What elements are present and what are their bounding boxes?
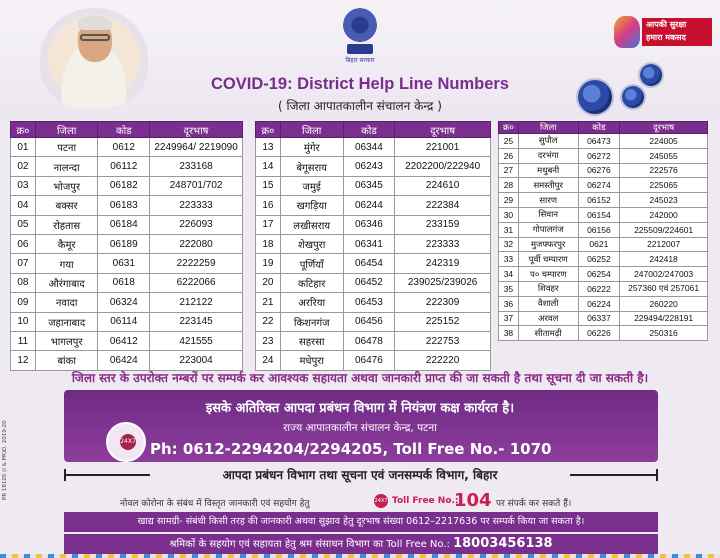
virus-icon [622, 86, 644, 108]
cell-district: पूर्णियाँ [280, 254, 343, 273]
control-room-heading: इसके अतिरिक्त आपदा प्रबंधन विभाग में नियंत्रण कक्ष कार्यरत है। [205, 401, 515, 416]
page-title: COVID-19: District Help Line Numbers [211, 75, 509, 93]
cell-phone: 242000 [620, 207, 708, 222]
cell-district: सुपौल [518, 134, 578, 149]
cell-district: मधुबनी [518, 163, 578, 178]
logo-line-2: हमारा मकसद [646, 33, 686, 42]
cell-district: कैमूर [35, 234, 98, 253]
portrait-hair [78, 16, 112, 30]
cell-sno: 07 [11, 254, 36, 273]
cell-sno: 03 [11, 176, 36, 195]
cell-code: 06152 [578, 193, 620, 208]
cell-district: जमुई [280, 176, 343, 195]
cell-phone: 245023 [620, 193, 708, 208]
table-row [256, 331, 491, 350]
cell-district: पूर्वी चम्पारण [518, 252, 578, 267]
cell-district: सहरसा [280, 331, 343, 350]
bihar-emblem-icon [336, 8, 384, 66]
table-row [256, 196, 491, 215]
table-row [11, 351, 243, 370]
cell-district: दरभंगा [518, 148, 578, 163]
cell-code: 06274 [578, 178, 620, 193]
cell-sno: 36 [499, 296, 519, 311]
cell-code: 06156 [578, 222, 620, 237]
portrait-glasses [80, 34, 110, 41]
cell-code: 06341 [343, 234, 395, 253]
cell-sno: 16 [256, 196, 281, 215]
table-row [499, 222, 708, 237]
cell-phone: 223004 [150, 351, 243, 370]
cell-district: प० चम्पारण [518, 267, 578, 282]
cell-sno: 09 [11, 293, 36, 312]
cell-district: मुंगेर [280, 138, 343, 157]
cell-phone: 233159 [395, 215, 491, 234]
col-header-district: जिला [518, 122, 578, 134]
cell-district: खगड़िया [280, 196, 343, 215]
logo-line-1: आपकी सुरक्षा [646, 20, 687, 29]
table-row [11, 293, 243, 312]
cell-phone: 223145 [150, 312, 243, 331]
cell-district: अररिया [280, 293, 343, 312]
cell-code: 06344 [343, 138, 395, 157]
cell-phone: 226093 [150, 215, 243, 234]
table-row [499, 163, 708, 178]
table-row [11, 234, 243, 253]
table-row [499, 178, 708, 193]
cell-phone: 225152 [395, 312, 491, 331]
cell-district: पटना [35, 138, 98, 157]
portrait-image [40, 8, 148, 108]
col-header-sno: क्र० [499, 122, 519, 134]
cell-district: भागलपुर [35, 331, 98, 350]
cell-sno: 17 [256, 215, 281, 234]
table-row [256, 273, 491, 292]
cell-district: बेगूसराय [280, 157, 343, 176]
cell-sno: 12 [11, 351, 36, 370]
cell-code: 06476 [343, 351, 395, 370]
table-row [256, 157, 491, 176]
cell-district: शिवहर [518, 281, 578, 296]
cell-phone: 242418 [620, 252, 708, 267]
district-table-3 [498, 121, 708, 341]
cell-code: 06272 [578, 148, 620, 163]
table-row [499, 237, 708, 252]
emblem-base [347, 44, 373, 54]
labour-number: 18003456138 [453, 536, 553, 551]
labour-text: श्रमिकों के सहयोग एवं सहायता हेतु श्रम संसाधन विभाग का Toll Free No.: [169, 539, 454, 550]
cell-phone: 229494/228191 [620, 311, 708, 326]
cell-code: 06254 [578, 267, 620, 282]
cell-code: 0631 [98, 254, 150, 273]
cell-sno: 32 [499, 237, 519, 252]
cell-code: 06478 [343, 331, 395, 350]
hand-icon [614, 16, 640, 48]
cell-phone: 247002/247003 [620, 267, 708, 282]
cell-district: समस्तीपुर [518, 178, 578, 193]
cell-district: अरवल [518, 311, 578, 326]
col-header-code: कोड [343, 122, 395, 138]
cell-code: 06337 [578, 311, 620, 326]
table-row [256, 234, 491, 253]
toll-free-number: 104 [454, 490, 492, 511]
cell-code: 06252 [578, 252, 620, 267]
table-header-row [499, 122, 708, 134]
cell-district: बक्सर [35, 196, 98, 215]
cell-code: 06243 [343, 157, 395, 176]
cell-phone: 2222259 [150, 254, 243, 273]
cell-phone: 224610 [395, 176, 491, 195]
table-row [499, 252, 708, 267]
cell-phone: 222384 [395, 196, 491, 215]
bottom-dots-border [0, 554, 720, 558]
cell-sno: 01 [11, 138, 36, 157]
cell-district: सीतामढ़ी [518, 326, 578, 341]
cell-sno: 29 [499, 193, 519, 208]
table-row [11, 138, 243, 157]
labour-helpline-strip [64, 534, 658, 554]
cell-phone: 2212007 [620, 237, 708, 252]
col-header-phone: दूरभाष [395, 122, 491, 138]
control-room-center: राज्य आपातकालीन संचालन केन्द्र, पटना [283, 422, 437, 434]
cell-code: 06453 [343, 293, 395, 312]
cell-sno: 08 [11, 273, 36, 292]
cell-sno: 23 [256, 331, 281, 350]
cell-phone: 245055 [620, 148, 708, 163]
table-row [499, 267, 708, 282]
cell-district: कटिहार [280, 273, 343, 292]
cell-sno: 38 [499, 326, 519, 341]
table-row [499, 296, 708, 311]
table-row [256, 293, 491, 312]
cell-sno: 37 [499, 311, 519, 326]
table-row [256, 312, 491, 331]
cell-district: शेखपुरा [280, 234, 343, 253]
cell-phone: 233168 [150, 157, 243, 176]
cell-code: 0612 [98, 138, 150, 157]
cell-phone: 222576 [620, 163, 708, 178]
table-row [11, 196, 243, 215]
cell-district: गया [35, 254, 98, 273]
table-row [499, 148, 708, 163]
cell-sno: 25 [499, 134, 519, 149]
cell-district: जहानाबाद [35, 312, 98, 331]
cell-code: 06345 [343, 176, 395, 195]
cell-phone: 239025/239026 [395, 273, 491, 292]
cell-phone: 222753 [395, 331, 491, 350]
cell-code: 06324 [98, 293, 150, 312]
cell-code: 06189 [98, 234, 150, 253]
emblem-caption: बिहार सरकार [345, 57, 375, 64]
cell-code: 06183 [98, 196, 150, 215]
cell-district: बांका [35, 351, 98, 370]
cell-phone: 221001 [395, 138, 491, 157]
cell-phone: 250316 [620, 326, 708, 341]
cell-phone: 222220 [395, 351, 491, 370]
cell-district: नवादा [35, 293, 98, 312]
cell-sno: 14 [256, 157, 281, 176]
cell-phone: 2202200/222940 [395, 157, 491, 176]
table-row [256, 138, 491, 157]
table-row [11, 273, 243, 292]
virus-icon [578, 80, 612, 114]
cell-district: लखीसराय [280, 215, 343, 234]
table-header-row [11, 122, 243, 138]
cell-sno: 22 [256, 312, 281, 331]
cell-code: 06222 [578, 281, 620, 296]
safety-logo-text [642, 18, 712, 46]
cell-code: 06346 [343, 215, 395, 234]
cell-phone: 242319 [395, 254, 491, 273]
cell-code: 06276 [578, 163, 620, 178]
cell-code: 06224 [578, 296, 620, 311]
cell-phone: 2249964/ 2219090 [150, 138, 243, 157]
cell-sno: 11 [11, 331, 36, 350]
cell-sno: 19 [256, 254, 281, 273]
cell-sno: 28 [499, 178, 519, 193]
cell-phone: 225509/224601 [620, 222, 708, 237]
cell-code: 06456 [343, 312, 395, 331]
table-row [256, 254, 491, 273]
col-header-sno: क्र० [11, 122, 36, 138]
cell-code: 0621 [578, 237, 620, 252]
cell-district: सारण [518, 193, 578, 208]
cell-phone: 225065 [620, 178, 708, 193]
cell-code: 06112 [98, 157, 150, 176]
col-header-phone: दूरभाष [150, 122, 243, 138]
cell-sno: 35 [499, 281, 519, 296]
cell-phone: 6222066 [150, 273, 243, 292]
table-row [11, 312, 243, 331]
table-row [11, 331, 243, 350]
24x7-badge: 24X7 [120, 434, 136, 450]
district-table-2 [255, 121, 491, 371]
cell-code: 0618 [98, 273, 150, 292]
cell-sno: 10 [11, 312, 36, 331]
cell-sno: 15 [256, 176, 281, 195]
table-row [11, 254, 243, 273]
cell-sno: 21 [256, 293, 281, 312]
cell-sno: 04 [11, 196, 36, 215]
cell-code: 06184 [98, 215, 150, 234]
bodhi-tree-icon [343, 8, 377, 42]
table-row [499, 281, 708, 296]
toll-free-label: Toll Free No.: [392, 496, 459, 506]
col-header-phone: दूरभाष [620, 122, 708, 134]
cell-district: औरंगाबाद [35, 273, 98, 292]
cell-sno: 31 [499, 222, 519, 237]
col-header-district: जिला [35, 122, 98, 138]
table-row [11, 176, 243, 195]
cell-sno: 13 [256, 138, 281, 157]
24x7-icon: 24X7 [374, 494, 388, 508]
cell-district: किशनगंज [280, 312, 343, 331]
food-helpline-strip: खाद्य सामग्री- संबंधी किसी तरह की जानकारी अथवा सुझाव हेतु दूरभाष संख्या 0612–2217636 पर सम्पर्क किया जा सकता है। [64, 512, 658, 532]
cell-code: 06454 [343, 254, 395, 273]
cell-district: मुजफ्फरपुर [518, 237, 578, 252]
cell-district: वैशाली [518, 296, 578, 311]
cell-sno: 30 [499, 207, 519, 222]
cell-phone: 257360 एवं 257061 [620, 281, 708, 296]
cell-sno: 33 [499, 252, 519, 267]
table-row [499, 134, 708, 149]
divider-right [570, 474, 658, 476]
district-table-1 [10, 121, 243, 371]
cell-district: गोपालगंज [518, 222, 578, 237]
table-row [256, 215, 491, 234]
table-row [499, 193, 708, 208]
table-header-row [256, 122, 491, 138]
cell-district: सिवान [518, 207, 578, 222]
contact-note: जिला स्तर के उपरोक्त नम्बरों पर सम्पर्क कर आवश्यक सहायता अथवा जानकारी प्राप्त की जा सकती है तथा सूचना दी जा सकती है। [71, 371, 649, 385]
col-header-district: जिला [280, 122, 343, 138]
cell-sno: 26 [499, 148, 519, 163]
table-row [11, 215, 243, 234]
col-header-code: कोड [98, 122, 150, 138]
cell-code: 06452 [343, 273, 395, 292]
safety-logo [614, 16, 714, 48]
cell-phone: 212122 [150, 293, 243, 312]
cell-sno: 18 [256, 234, 281, 253]
table-row [499, 311, 708, 326]
cell-district: भोजपुर [35, 176, 98, 195]
cell-sno: 05 [11, 215, 36, 234]
divider-left [64, 474, 150, 476]
department-name: आपदा प्रबंधन विभाग तथा सूचना एवं जनसम्पर्क विभाग, बिहार [222, 468, 498, 482]
cell-code: 06244 [343, 196, 395, 215]
cell-sno: 34 [499, 267, 519, 282]
cell-district: नालन्दा [35, 157, 98, 176]
cell-sno: 24 [256, 351, 281, 370]
cell-phone: 222309 [395, 293, 491, 312]
col-header-sno: क्र० [256, 122, 281, 138]
cell-code: 06424 [98, 351, 150, 370]
cell-phone: 223333 [150, 196, 243, 215]
virus-icon [640, 64, 662, 86]
cell-sno: 27 [499, 163, 519, 178]
cell-code: 06473 [578, 134, 620, 149]
cell-code: 06154 [578, 207, 620, 222]
phone-icon [106, 422, 146, 462]
table-row [499, 326, 708, 341]
table-row [499, 207, 708, 222]
cell-sno: 20 [256, 273, 281, 292]
cell-sno: 06 [11, 234, 36, 253]
cell-phone: 224005 [620, 134, 708, 149]
cell-phone: 260220 [620, 296, 708, 311]
cell-code: 06412 [98, 331, 150, 350]
cell-sno: 02 [11, 157, 36, 176]
cell-phone: 421555 [150, 331, 243, 350]
novel-corona-line [120, 490, 620, 510]
cell-district: रोहतास [35, 215, 98, 234]
cell-code: 06226 [578, 326, 620, 341]
control-room-phones: Ph: 0612-2294204/2294205, Toll Free No.- 1070 [150, 440, 552, 458]
cell-district: मधेपुरा [280, 351, 343, 370]
cell-phone: 248701/702 [150, 176, 243, 195]
table-row [256, 351, 491, 370]
cell-code: 06114 [98, 312, 150, 331]
novel-text-1: नोवल कोरोना के संबंध में विस्तृत जानकारी एवं सहयोग हेतु [120, 499, 310, 509]
cell-phone: 223333 [395, 234, 491, 253]
cell-phone: 222080 [150, 234, 243, 253]
side-code: PR 18105 (I & PR)D. 2019-20 [2, 420, 8, 500]
cell-code: 06182 [98, 176, 150, 195]
novel-text-2: पर संपर्क कर सकते हैं। [496, 499, 572, 509]
col-header-code: कोड [578, 122, 620, 134]
page-subtitle: ( जिला आपातकालीन संचालन केन्द्र ) [278, 99, 442, 113]
table-row [256, 176, 491, 195]
table-row [11, 157, 243, 176]
